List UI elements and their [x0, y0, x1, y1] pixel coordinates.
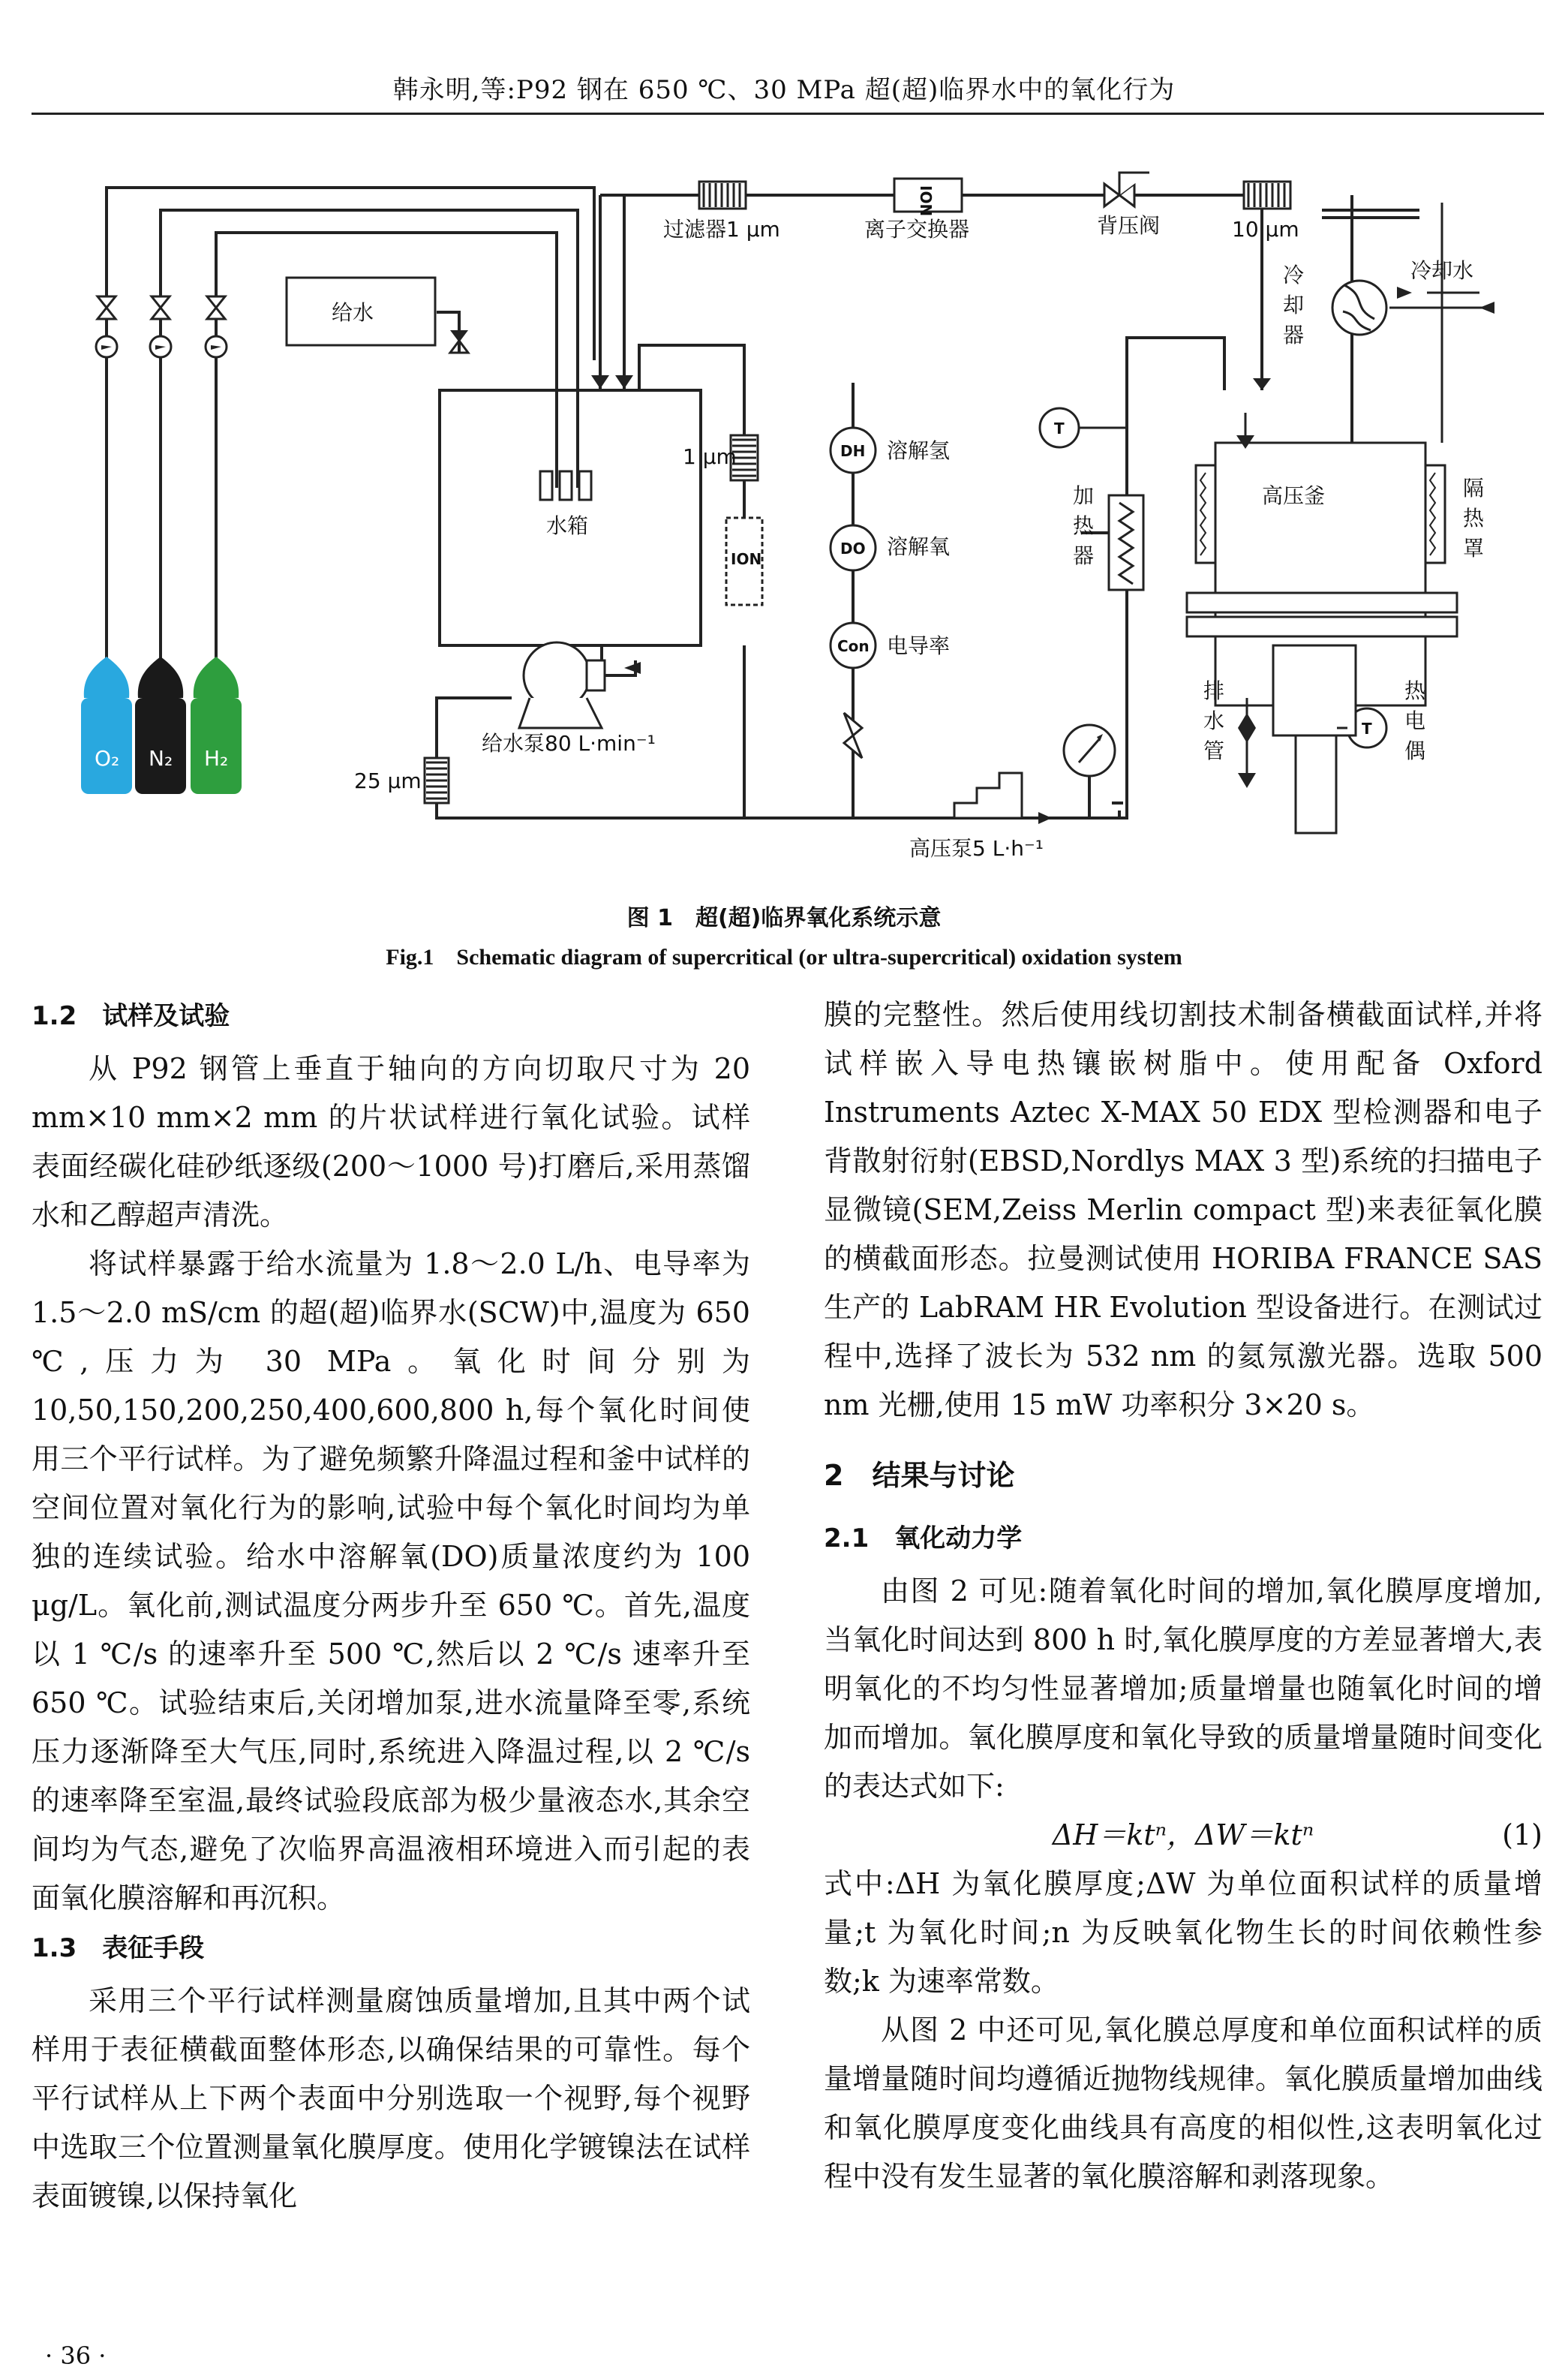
label-cooler-3: 器: [1283, 323, 1305, 347]
label-tank: 水箱: [546, 513, 589, 538]
label-tc-3: 偶: [1404, 738, 1426, 763]
label-con: 电导率: [887, 633, 951, 658]
section-1-3-para-1: 采用三个平行试样测量腐蚀质量增加,且其中两个试样用于表征横截面整体形态,以确保结果的可靠性。每个平行试样从上下两个表面中分别选取一个视野,每个视野中选取三个位置测量氧化膜厚度。使用化学镀镍法在试样表面镀镍,以保持氧化: [32, 1984, 750, 2212]
running-header: 韩永明,等:P92 钢在 650 ℃、30 MPa 超(超)临界水中的氧化行为: [392, 75, 1176, 105]
continued-para: 膜的完整性。然后使用线切割技术制备横截面试样,并将试样嵌入导电热镶嵌树脂中。使用配备 Oxford Instruments Aztec X-MAX 50 EDX 型检测器和电子背散射衍射(EBSD,Nordlys MAX 3 型)系统的扫描电子显微镜(SEM,Zeiss Merlin compact 型)来表征氧化膜的横截面形态。拉曼测试使用 HORIBA FRANCE SAS 生产的 LabRAM HR Evolution 型设备进行。在测试过程中,选择了波长为 532 nm 的氦氖激光器。选取 500 nm 光栅,使用 15 mW 功率积分 3×20 s。: [824, 998, 1542, 1421]
label-back-pressure-valve: 背压阀: [1097, 213, 1161, 238]
label-shield-2: 热: [1463, 506, 1485, 531]
label-o2: O₂: [95, 746, 120, 771]
label-shield-1: 隔: [1463, 476, 1485, 501]
label-tc-2: 电: [1404, 708, 1426, 733]
gas-bottle-n2: [135, 657, 186, 794]
label-drain-3: 管: [1203, 738, 1225, 763]
label-heater-2: 热: [1073, 513, 1095, 538]
section-2-1-para-2: 式中:ΔH 为氧化膜厚度;ΔW 为单位面积试样的质量增量;t 为氧化时间;n 为反映氧化物生长的时间依赖性参数;k 为速率常数。: [824, 1867, 1542, 1998]
label-heater-1: 加: [1073, 483, 1095, 508]
label-autoclave: 高压釜: [1262, 483, 1326, 508]
system-schematic: [32, 128, 1539, 886]
label-do: 溶解氧: [887, 534, 951, 559]
label-ion-column: ION: [731, 550, 762, 568]
sensor-con-code: Con: [837, 637, 870, 655]
label-filter1: 过滤器1 μm: [663, 217, 780, 242]
label-dh: 溶解氢: [887, 438, 951, 463]
label-filter25: 25 μm: [354, 768, 422, 793]
label-shield-3: 罩: [1463, 536, 1485, 561]
right-column: [824, 991, 1542, 2201]
label-ion-exchanger: 离子交换器: [864, 217, 970, 242]
section-1-3-title: 1.3 表征手段: [32, 1933, 205, 1963]
label-tc-1: 热: [1404, 678, 1426, 703]
section-2-1-para-3: 从图 2 中还可见,氧化膜总厚度和单位面积试样的质量增量随时间均遵循近抛物线规律。氧化膜质量增加曲线和氧化膜厚度变化曲线具有高度的相似性,这表明氧化过程中没有发生显著的氧化膜溶解和剥落现象。: [824, 2014, 1542, 2193]
figure-caption-zh: 图 1 超(超)临界氧化系统示意: [626, 905, 942, 931]
label-feed-pump: 给水泵80 L·min⁻¹: [482, 731, 656, 756]
label-hp-pump: 高压泵5 L·h⁻¹: [909, 836, 1044, 861]
sensor-tc-code: T: [1362, 720, 1372, 738]
label-drain-1: 排: [1203, 678, 1225, 703]
left-column: [32, 991, 750, 2221]
label-drain-2: 水: [1203, 708, 1225, 733]
sensor-do-code: DO: [840, 540, 866, 558]
header-rule: [32, 113, 1544, 115]
label-filter1-small: 1 μm: [683, 444, 737, 469]
section-2-title: 2 结果与讨论: [824, 1459, 1015, 1492]
gas-bottle-o2: [81, 657, 132, 794]
section-2-1-title: 2.1 氧化动力学: [824, 1523, 1023, 1553]
page-number: · 36 ·: [45, 2341, 107, 2370]
label-h2: H₂: [204, 746, 229, 771]
label-ion-top: ION: [917, 185, 935, 217]
label-heater-3: 器: [1073, 543, 1095, 568]
figure-caption-en: Fig.1 Schematic diagram of supercritical (or ultra-supercritical) oxidation system: [386, 945, 1182, 970]
ion-exchanger-box: [917, 185, 935, 216]
label-n2: N₂: [149, 746, 173, 771]
gas-bottle-h2: [191, 657, 242, 794]
section-1-2-para-2: 将试样暴露于给水流量为 1.8～2.0 L/h、电导率为 1.5～2.0 mS/cm 的超(超)临界水(SCW)中,温度为 650 ℃,压力为 30 MPa。氧化时间分别为 10,50,150,200,250,400,600,800 h,每个氧化时间使用三个平行试样。为了避免频繁升降温过程和釜中试样的空间位置对氧化行为的影响,试验中每个氧化时间均为单独的连续试验。给水中溶解氧(DO)质量浓度约为 100 μg/L。氧化前,测试温度分两步升至 650 ℃。首先,温度以 1 ℃/s 的速率升至 500 ℃,然后以 2 ℃/s 速率升至 650 ℃。试验结束后,关闭增加泵,进水流量降至零,系统压力逐渐降至大气压,同时,系统进入降温过程,以 2 ℃/s 的速率降至室温,最终试验段底部为极少量液态水,其余空间均为气态,避免了次临界高温液相环境进入而引起的表面氧化膜溶解和再沉积。: [32, 1247, 750, 1914]
equation-number: (1): [1502, 1818, 1542, 1851]
label-cooler-2: 却: [1283, 293, 1305, 317]
equation-body: ΔH＝ktⁿ，ΔW＝ktⁿ: [1052, 1818, 1314, 1851]
section-1-2-para-1: 从 P92 钢管上垂直于轴向的方向切取尺寸为 20 mm×10 mm×2 mm 的片状试样进行氧化试验。试样表面经碳化硅砂纸逐级(200～1000 号)打磨后,采用蒸馏水和乙醇超声清洗。: [32, 1052, 750, 1232]
section-1-2-title: 1.2 试样及试验: [32, 1001, 230, 1031]
equation-1: [824, 1811, 1542, 1860]
label-feed-water: 给水: [332, 300, 374, 325]
section-2-1-para-1: 由图 2 可见:随着氧化时间的增加,氧化膜厚度增加,当氧化时间达到 800 h 时,氧化膜厚度的方差显著增大,表明氧化的不均匀性显著增加;质量增量也随氧化时间的增加而增加。氧化膜厚度和氧化导致的质量增量随时间变化的表达式如下:: [824, 1574, 1542, 1803]
sensor-dh-code: DH: [840, 442, 866, 460]
sensor-t-code: T: [1054, 420, 1065, 438]
label-cooler-1: 冷: [1283, 263, 1305, 287]
label-cooling-water: 冷却水: [1410, 258, 1474, 283]
label-filter10: 10 μm: [1232, 217, 1299, 242]
